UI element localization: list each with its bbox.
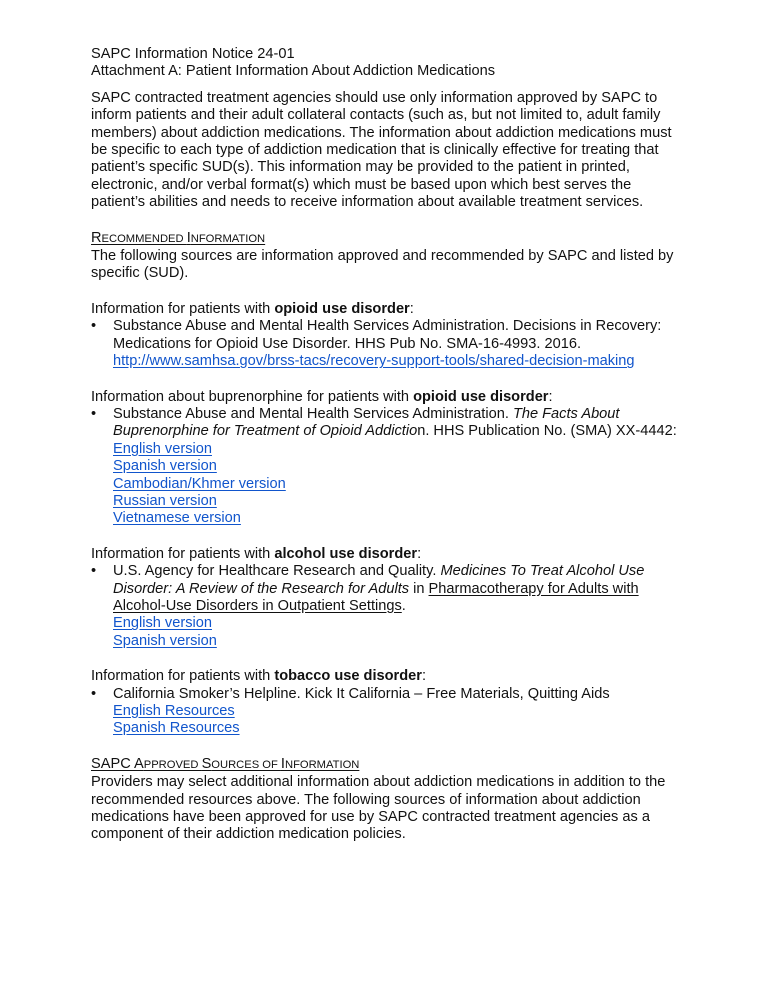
attachment-title: Attachment A: Patient Information About Addiction Medications: [91, 63, 495, 80]
notice-number: SAPC Information Notice 24-01: [91, 46, 295, 62]
tobacco-spanish-link[interactable]: Spanish Resources: [113, 720, 240, 737]
heading-part: R: [91, 229, 102, 246]
alcohol-spanish-link[interactable]: Spanish version: [113, 632, 217, 649]
buprenorphine-russian-link[interactable]: Russian version: [113, 492, 217, 509]
approved-sources-heading: [91, 756, 678, 774]
heading-part: NFORMATION: [284, 758, 360, 771]
buprenorphine-spanish-link[interactable]: Spanish version: [113, 458, 217, 475]
heading-part: SAPC A: [91, 755, 144, 772]
alcohol-pharmacotherapy-title[interactable]: Pharmacotherapy for Adults with Alcohol-Use Disorders in Outpatient Settings: [113, 580, 639, 614]
heading-part: S: [201, 755, 212, 772]
heading-part: ECOMMENDED: [101, 232, 187, 245]
alcohol-list: [91, 563, 678, 650]
list-item: [91, 318, 678, 370]
bullet-icon: •: [91, 685, 97, 702]
buprenorphine-lead: [91, 389, 678, 406]
buprenorphine-lead-text: Information about buprenorphine for patients with: [91, 388, 414, 405]
list-item: [91, 686, 678, 738]
alcohol-lead: [91, 546, 678, 563]
alcohol-source-title: Medicines To Treat Alcohol Use Disorder: A Review of the Research for Adults: [113, 563, 645, 597]
buprenorphine-source-suffix: n. HHS Publication No. (SMA) XX-4442:: [417, 423, 677, 440]
heading-part: PPROVED: [143, 758, 202, 771]
alcohol-lead-text: Information for patients with: [91, 545, 275, 562]
buprenorphine-khmer-link[interactable]: Cambodian/Khmer version: [113, 475, 286, 492]
bullet-icon: •: [91, 563, 97, 580]
recommended-intro: The following sources are information approved and recommended by SAPC and listed by specific (SUD).: [91, 248, 674, 282]
approved-sources-paragraph: Providers may select additional information about addiction medications in addition to the recommended resources above. The following sources of information about addiction medications have been approved for use by SAPC contracted treatment agencies as a component of their addiction medication policies.: [91, 774, 666, 843]
tobacco-list: [91, 686, 678, 738]
alcohol-english-link[interactable]: English version: [113, 615, 212, 632]
buprenorphine-vietnamese-link[interactable]: Vietnamese version: [113, 510, 241, 527]
alcohol-colon: :: [417, 545, 422, 562]
alcohol-source-prefix: U.S. Agency for Healthcare Research and Quality.: [113, 563, 441, 580]
tobacco-lead-text: Information for patients with: [91, 668, 275, 685]
samhsa-decision-making-link[interactable]: http://www.samhsa.gov/brss-tacs/recovery-support-tools/shared-decision-making: [113, 353, 635, 370]
heading-part: NFORMATION: [190, 232, 266, 245]
buprenorphine-source-title: The Facts About Buprenorphine for Treatment of Opioid Addictio: [113, 405, 620, 440]
tobacco-colon: :: [421, 668, 426, 685]
intro-paragraph: SAPC contracted treatment agencies should use only information approved by SAPC to inform patients and their adult collateral contacts (such as, but not limited to, adult family members) about addiction medications. The information about addiction medications must be specific to each type of addiction medication that is clinically effective for treating that patient’s specific SUD(s). This information may be provided to the patient in printed, electronic, and/or verbal format(s) which must be based upon which best serves the patient’s abilities and needs to receive information about available treatment services.: [91, 89, 672, 211]
opioid-lead-text: Information for patients with: [91, 300, 275, 317]
tobacco-disorder-bold: tobacco use disorder: [274, 668, 422, 685]
opioid-list: [91, 318, 678, 370]
heading-part: OURCES OF: [211, 758, 281, 771]
buprenorphine-list: [91, 406, 678, 528]
list-item: [91, 563, 678, 650]
list-item: [91, 406, 678, 528]
buprenorphine-source-prefix: Substance Abuse and Mental Health Services Administration.: [113, 405, 513, 422]
heading-part: I: [186, 229, 191, 246]
bullet-icon: •: [91, 318, 97, 335]
tobacco-english-link[interactable]: English Resources: [113, 703, 235, 719]
tobacco-lead: [91, 668, 678, 685]
opioid-source-text: Substance Abuse and Mental Health Services Administration. Decisions in Recovery: Medications for Opioid Use Disorder. HHS Pub No. SMA-16-4993. 2016.: [113, 318, 662, 352]
tobacco-source-text: California Smoker’s Helpline. Kick It California – Free Materials, Quitting Aids: [113, 685, 610, 702]
heading-part: I: [280, 755, 285, 772]
alcohol-disorder-bold: alcohol use disorder: [274, 545, 418, 562]
alcohol-source-end: .: [401, 597, 406, 614]
buprenorphine-colon: :: [548, 388, 553, 405]
buprenorphine-english-link[interactable]: English version: [113, 440, 212, 457]
opioid-lead: [91, 301, 678, 318]
opioid-disorder-bold: opioid use disorder: [274, 300, 410, 317]
alcohol-source-mid: in: [409, 580, 429, 597]
recommended-information-heading: [91, 230, 678, 248]
buprenorphine-disorder-bold: opioid use disorder: [413, 388, 549, 405]
opioid-colon: :: [409, 300, 414, 317]
bullet-icon: •: [91, 405, 97, 422]
